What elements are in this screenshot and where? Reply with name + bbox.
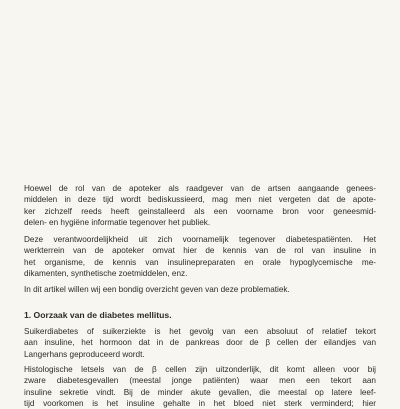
text-line: het organisme, de kennis van insulinepreparaten en orale hypoglycemische me- — [24, 257, 376, 267]
section-paragraph-2 — [24, 364, 376, 409]
text-line: Langerhans geproduceerd wordt. — [24, 349, 145, 359]
text-line: tijd voorkomen is het insuline gehalte in het bloed niet sterk verminderd; hier — [24, 398, 376, 408]
text-line: Suikerdiabetes of suikerziekte is het gevolg van een absoluut of relatief tekort — [24, 327, 376, 336]
text-line: ker zichzelf reeds heeft geinstalleerd als een voorname bron voor geneesmid- — [24, 206, 376, 216]
text-line: Hoewel de rol van de apoteker als raadgever van de artsen aangaande genees- — [24, 184, 376, 193]
text-line: aan insuline, het hormoon dat in de pankreas door de β cellen der eilandjes van — [24, 338, 376, 348]
text-line: werkterrein van de apoteker omvat hier de kennis van de rol van insuline in — [24, 246, 376, 256]
intro-paragraph-3 — [24, 284, 376, 295]
text-line: Deze verantwoordelijkheid uit zich voornamelijk tegenover diabetespatiënten. Het — [24, 235, 376, 244]
section-heading: 1. Oorzaak van de diabetes mellitus. — [24, 310, 172, 320]
intro-paragraph-1 — [24, 183, 376, 228]
text-line: delen- en hygiëne informatie tegenover het publiek. — [24, 217, 211, 227]
text-line: In dit artikel willen wij een bondig overzicht geven van deze problematiek. — [24, 285, 290, 294]
text-line: insuline sekretie vindt. Bij de minder akute gevallen, die meestal op latere leef- — [24, 387, 376, 397]
text-line: Histologische letsels van de β cellen zijn uitzonderlijk, dit komt alleen voor bij — [24, 365, 376, 374]
text-line: middelen in deze tijd wordt bediskussieerd, mag men niet vergeten dat de apote- — [24, 195, 376, 205]
section-paragraph-1 — [24, 326, 376, 360]
text-line: zware diabetesgevallen (meestal jonge patiënten) waar men een tekort aan — [24, 376, 376, 386]
intro-paragraph-2 — [24, 234, 376, 279]
text-line: dikamenten, synthetische zoetmiddelen, enz. — [24, 268, 188, 278]
